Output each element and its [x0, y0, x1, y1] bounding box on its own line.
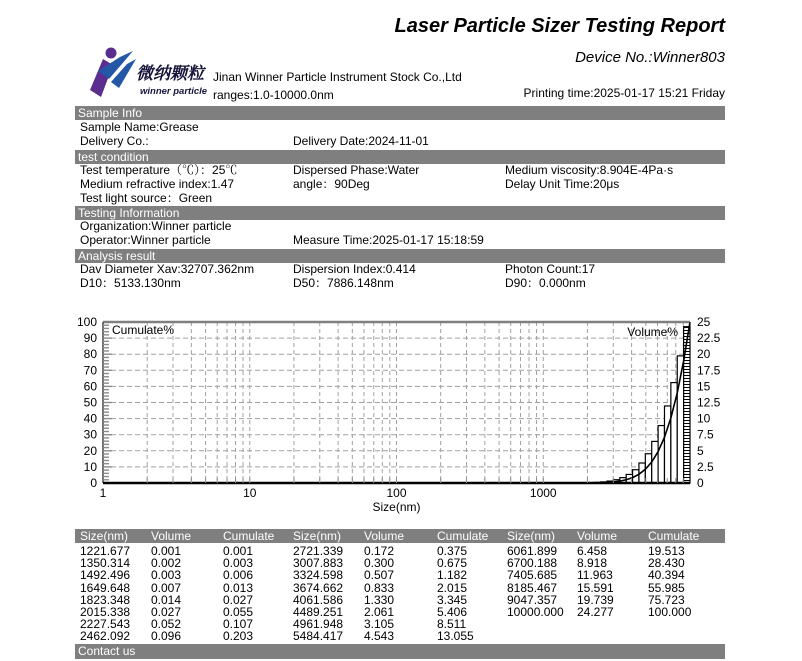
table-cell: 19.739	[577, 592, 614, 607]
svg-text:10: 10	[243, 486, 257, 500]
dav-diameter: Dav Diameter Xav:32707.362nm	[80, 262, 255, 276]
table-cell: 1492.496	[80, 568, 131, 583]
table-row	[75, 594, 735, 606]
dispersion-index: Dispersion Index:0.414	[293, 262, 416, 276]
delivery-date: Delivery Date:2024-11-01	[293, 134, 429, 148]
test-light-source: Test light source：Green	[80, 191, 213, 205]
section-header-analysis-result: Analysis result	[75, 249, 725, 263]
table-cell: 2462.092	[80, 629, 131, 644]
table-cell: 0.300	[364, 556, 395, 571]
table-cell: 2.015	[437, 580, 468, 595]
table-cell: 4961.948	[293, 617, 344, 632]
table-cell: 11.963	[577, 568, 613, 583]
section-header-contact-us: Contact us	[75, 644, 725, 659]
table-cell: 0.052	[151, 617, 182, 632]
svg-text:15: 15	[697, 379, 711, 394]
table-cell: 2721.339	[293, 544, 344, 558]
table-row	[75, 557, 735, 569]
table-cell: 1649.648	[80, 580, 131, 595]
delay-unit-time: Delay Unit Time:20μs	[505, 177, 620, 191]
table-cell: 6.458	[577, 544, 608, 558]
table-cell: 8.511	[437, 617, 467, 632]
table-cell: 0.375	[437, 544, 468, 558]
table-cell: 10000.000	[507, 605, 564, 619]
svg-text:25: 25	[697, 315, 711, 329]
table-cell: 24.277	[577, 605, 614, 619]
table-row	[75, 618, 735, 630]
table-cell: 3324.598	[293, 568, 344, 583]
table-cell: 0.172	[364, 544, 395, 558]
table-cell: 0.107	[223, 617, 254, 632]
svg-text:20: 20	[697, 347, 711, 362]
table-cell: 13.055	[437, 629, 474, 644]
table-header-cell: Volume	[577, 529, 618, 543]
table-cell: 0.006	[223, 568, 254, 583]
medium-viscosity: Medium viscosity:8.904E-4Pa·s	[505, 163, 674, 177]
table-cell: 1.182	[437, 568, 468, 583]
svg-text:Cumulate%: Cumulate%	[112, 323, 175, 337]
table-cell: 2.061	[364, 605, 395, 619]
table-header-cell: Cumulate	[648, 529, 700, 543]
table-header-cell: Size(nm)	[293, 529, 342, 543]
winner-logo-icon	[84, 44, 214, 104]
winner-logo	[84, 44, 214, 104]
table-cell: 2015.338	[80, 605, 131, 619]
table-row	[75, 569, 735, 581]
table-cell: 0.096	[151, 629, 182, 644]
table-cell: 8185.467	[507, 580, 558, 595]
device-number: Device No.:Winner803	[575, 49, 725, 66]
photon-count: Photon Count:17	[505, 262, 596, 276]
svg-text:Size(nm): Size(nm)	[372, 500, 421, 514]
table-cell: 75.723	[648, 592, 685, 607]
svg-text:1: 1	[99, 486, 107, 500]
svg-text:22.5: 22.5	[697, 331, 721, 346]
table-cell: 0.003	[223, 556, 254, 571]
table-cell: 0.675	[437, 556, 468, 571]
table-cell: 1221.677	[80, 544, 131, 558]
table-cell: 8.918	[577, 556, 608, 571]
test-temperature: Test temperature（℃）：25℃	[80, 163, 238, 177]
section-header-test-condition: test condition	[75, 150, 725, 164]
table-cell: 0.007	[151, 580, 182, 595]
table-cell: 0.002	[151, 556, 182, 571]
svg-text:60: 60	[83, 379, 97, 394]
table-row	[75, 545, 735, 557]
table-cell: 0.507	[364, 568, 395, 583]
table-cell: 7405.685	[507, 568, 558, 583]
measure-time: Measure Time:2025-01-17 15:18:59	[293, 233, 484, 247]
table-header-cell: Size(nm)	[80, 529, 129, 543]
table-header-cell: Cumulate	[223, 529, 275, 543]
delivery-co: Delivery Co.:	[80, 134, 149, 148]
table-cell: 0.001	[151, 544, 182, 558]
table-cell: 0.003	[151, 568, 182, 583]
table-cell: 0.013	[223, 580, 254, 595]
table-cell: 0.027	[151, 605, 182, 619]
svg-text:17.5: 17.5	[697, 363, 721, 378]
table-header-cell: Volume	[364, 529, 405, 543]
svg-text:0: 0	[90, 476, 97, 490]
table-cell: 55.985	[648, 580, 685, 595]
table-row	[75, 630, 735, 642]
svg-text:40: 40	[83, 411, 97, 426]
table-cell: 1823.348	[80, 592, 131, 607]
section-header-testing-information: Testing Information	[75, 206, 725, 220]
svg-text:80: 80	[83, 347, 97, 362]
table-header-row	[75, 529, 725, 543]
svg-text:50: 50	[83, 395, 97, 410]
table-row	[75, 582, 735, 594]
table-cell: 0.203	[223, 629, 254, 644]
table-cell: 40.394	[648, 568, 685, 583]
table-cell: 5.406	[437, 605, 468, 619]
table-cell: 15.591	[577, 580, 614, 595]
table-cell: 5484.417	[293, 629, 344, 644]
section-header-sample-info: Sample Info	[75, 106, 725, 120]
table-cell: 0.833	[364, 580, 395, 595]
printing-time: Printing time:2025-01-17 15:21 Friday	[523, 86, 725, 100]
svg-text:30: 30	[83, 427, 97, 442]
table-cell: 0.055	[223, 605, 254, 619]
svg-text:90: 90	[83, 331, 97, 346]
sample-name: Sample Name:Grease	[80, 120, 199, 134]
svg-text:100: 100	[386, 486, 407, 500]
logo-en-text: winner particle	[140, 86, 208, 97]
d90-value: D90：0.000nm	[505, 276, 586, 290]
d10-value: D10：5133.130nm	[80, 276, 181, 290]
table-cell: 28.430	[648, 556, 685, 571]
table-cell: 4.543	[364, 629, 395, 644]
svg-text:7.5: 7.5	[697, 427, 714, 442]
svg-text:12.5: 12.5	[697, 395, 721, 410]
table-cell: 6700.188	[507, 556, 558, 571]
svg-text:1000: 1000	[529, 486, 557, 500]
table-cell: 3.345	[437, 592, 468, 607]
svg-text:20: 20	[83, 443, 97, 458]
table-cell: 6061.899	[507, 544, 558, 558]
operator: Operator:Winner particle	[80, 233, 211, 247]
table-cell: 0.001	[223, 544, 254, 558]
table-cell: 1.330	[364, 592, 395, 607]
table-cell: 1350.314	[80, 556, 131, 571]
table-cell: 3.105	[364, 617, 395, 632]
table-row	[75, 606, 735, 618]
svg-text:10: 10	[697, 411, 711, 426]
size-distribution-chart	[0, 308, 802, 520]
svg-text:100: 100	[76, 315, 97, 329]
svg-text:10: 10	[83, 459, 97, 474]
table-cell: 100.000	[648, 605, 692, 619]
svg-text:Volume%: Volume%	[627, 325, 678, 339]
organization: Organization:Winner particle	[80, 219, 232, 233]
svg-text:5: 5	[697, 443, 704, 458]
table-cell: 3674.662	[293, 580, 344, 595]
page-title: Laser Particle Sizer Testing Report	[394, 15, 725, 37]
svg-text:2.5: 2.5	[697, 459, 714, 474]
d50-value: D50：7886.148nm	[293, 276, 394, 290]
table-cell: 0.027	[223, 592, 254, 607]
table-cell: 4061.586	[293, 592, 344, 607]
medium-refractive-index: Medium refractive index:1.47	[80, 177, 235, 191]
table-cell: 9047.357	[507, 592, 558, 607]
logo-cn-text: 微纳颗粒	[136, 64, 204, 83]
table-cell: 3007.883	[293, 556, 344, 571]
company-name: Jinan Winner Particle Instrument Stock Co.,Ltd	[213, 70, 462, 84]
dispersed-phase: Dispersed Phase:Water	[293, 163, 420, 177]
angle: angle：90Deg	[293, 177, 370, 191]
table-header-cell: Size(nm)	[507, 529, 556, 543]
table-header-cell: Cumulate	[437, 529, 489, 543]
table-cell: 0.014	[151, 592, 182, 607]
svg-text:0: 0	[697, 476, 704, 490]
table-cell: 19.513	[648, 544, 685, 558]
table-cell: 2227.543	[80, 617, 131, 632]
table-header-cell: Volume	[151, 529, 192, 543]
table-cell: 4489.251	[293, 605, 344, 619]
svg-text:70: 70	[83, 363, 97, 378]
measure-ranges: ranges:1.0-10000.0nm	[213, 88, 334, 102]
